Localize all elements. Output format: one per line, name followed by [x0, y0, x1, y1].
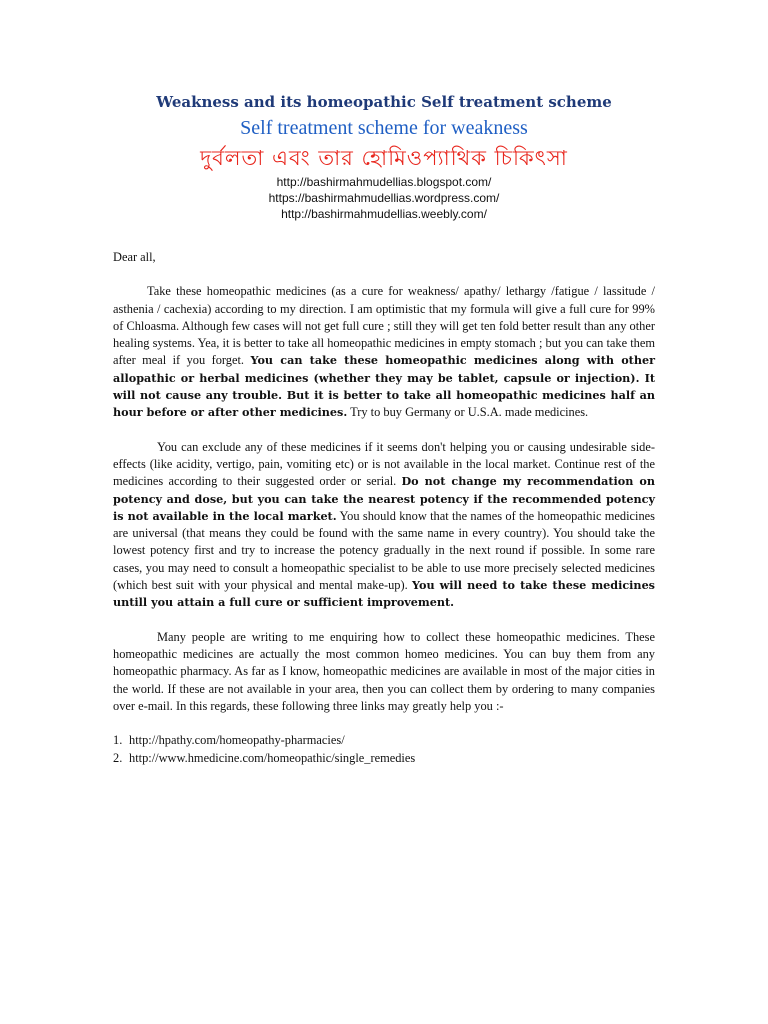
paragraph-2-bold-2: You will need to take these medicines untill you attain a full cure or sufficient improvement. — [113, 578, 655, 610]
document-body — [113, 249, 655, 767]
paragraph-1-text: Take these homeopathic medicines (as a cure for weakness/ apathy/ lethargy /fatigue / lassitude / asthenia / cachexia) according to my direction. I am optimistic that my formula will give a full cure for 99% of Chloasma. Although few cases will not get full cure ; still they will get ten fold better result than any other healing systems. Yea, it is better to take all homeopathic medicines in empty stomach ; but you can take them after meal if you forget. — [113, 284, 655, 368]
hpathy-link[interactable]: http://hpathy.com/homeopathy-pharmacies/ — [129, 733, 345, 748]
wordpress-url[interactable]: https://bashirmahmudellias.wordpress.com/ — [268, 191, 500, 205]
document-header — [0, 92, 768, 222]
paragraph-2-text: You can exclude any of these medicines if it seems don't helping you or causing undesirable side-effects (like acidity, vertigo, pain, vomiting etc) or is not available in the local market. Continue rest of the medicines according to their suggested order or serial. — [113, 439, 655, 489]
list-item — [113, 731, 655, 749]
weebly-url[interactable]: http://bashirmahmudellias.weebly.com/ — [281, 207, 487, 221]
hmedicine-link[interactable]: http://www.hmedicine.com/homeopathic/single_remedies — [129, 751, 416, 766]
paragraph-2-middle: You should know that the names of the homeopathic medicines are universal (that means they could be found with the same name in every country). You should take the lowest potency first and try to increase the potency gradually in the next round if possible. In some rare cases, you may need to consult a homeopathic specialist to be able to use more precisely selected medicines (which best suit with your physical and mental make-up). — [113, 508, 655, 593]
paragraph-2 — [113, 439, 655, 612]
document-subtitle: Self treatment scheme for weakness — [240, 117, 528, 139]
pharmacy-links-list — [113, 731, 655, 767]
paragraph-1 — [113, 283, 655, 421]
paragraph-1-bold: You can take these homeopathic medicines along with other allopathic or herbal medicines (whether they may be tablet, capsule or injection). It will not cause any trouble. But it is better to take all homeopathic medicines half an hour before or after other medicines. — [113, 353, 655, 420]
list-item — [113, 749, 655, 767]
paragraph-1-tail: Try to buy Germany or U.S.A. made medicines. — [347, 405, 589, 420]
paragraph-2-bold-1: Do not change my recommendation on potency and dose, but you can take the nearest potency if the recommended potency is not available in the local market. — [113, 474, 655, 523]
document-title: Weakness and its homeopathic Self treatment scheme — [156, 93, 612, 111]
bengali-title: দুর্বলতা এবং তার হোমিওপ্যাথিক চিকিৎসা — [200, 146, 568, 170]
blogspot-url[interactable]: http://bashirmahmudellias.blogspot.com/ — [276, 175, 492, 189]
list-number: 2. — [113, 751, 123, 766]
paragraph-3: Many people are writing to me enquiring how to collect these homeopathic medicines. These homeopathic medicines are actually the most common homeo medicines. You can buy them from any homeopathic pharmacy. As far as I know, homeopathic medicines are available in most of the major cities in the world. If these are not available in your area, then you can collect them by ordering to many companies over e-mail. In this regards, these following three links may greatly help you :- — [113, 629, 655, 713]
salutation: Dear all, — [113, 250, 156, 264]
list-number: 1. — [113, 733, 123, 748]
